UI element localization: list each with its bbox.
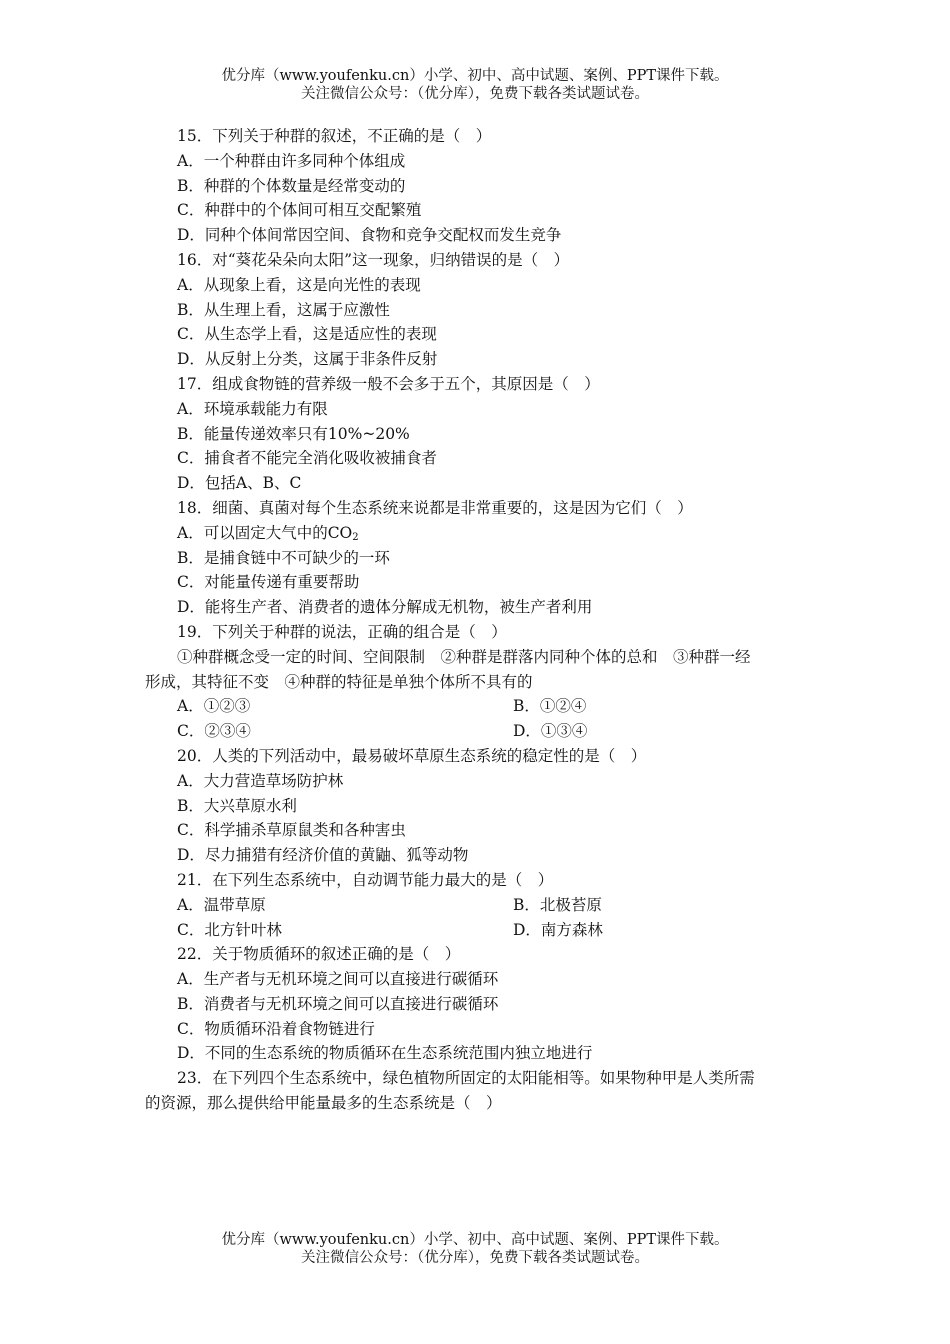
q15-option-a: A．一个种群由许多同种个体组成 — [177, 151, 406, 170]
header-line-2: 关注微信公众号：（优分库），免费下载各类试题试卷。 — [301, 86, 649, 102]
q20-option-a: A．大力营造草场防护林 — [177, 771, 344, 790]
q19-option-b: B．①②④ — [513, 697, 587, 716]
page-header — [0, 67, 950, 103]
q17-option-c: C．捕食者不能完全消化吸收被捕食者 — [177, 449, 437, 468]
q22-stem: 22．关于物质循环的叙述正确的是（ ） — [177, 945, 461, 964]
q21-options-row-1 — [145, 893, 810, 918]
q17-stem: 17．组成食物链的营养级一般不会多于五个，其原因是（ ） — [177, 374, 600, 393]
q20-stem: 20．人类的下列活动中，最易破坏草原生态系统的稳定性的是（ ） — [177, 746, 647, 765]
q20-option-d: D．尽力捕猎有经济价值的黄鼬、狐等动物 — [177, 846, 469, 865]
q19-options-row-1 — [145, 694, 810, 719]
q17-option-d: D．包括A、B、C — [177, 474, 302, 493]
q20-option-b: B．大兴草原水利 — [177, 796, 297, 815]
q21-option-d: D．南方森林 — [513, 920, 603, 939]
q16-option-a: A．从现象上看，这是向光性的表现 — [177, 275, 421, 294]
q16-option-d: D．从反射上分类，这属于非条件反射 — [177, 350, 438, 369]
q18-option-c: C．对能量传递有重要帮助 — [177, 573, 360, 592]
q21-options-row-2 — [145, 918, 810, 943]
q18-option-d: D．能将生产者、消费者的遗体分解成无机物，被生产者利用 — [177, 598, 593, 617]
q23-stem: 23．在下列四个生态系统中，绿色植物所固定的太阳能相等。如果物种甲是人类所需 — [177, 1069, 755, 1088]
q16-stem: 16．对“葵花朵朵向太阳”这一现象，归纳错误的是（ ） — [177, 250, 570, 269]
q22-option-d: D．不同的生态系统的物质循环在生态系统范围内独立地进行 — [177, 1044, 593, 1063]
q19-stem: 19．下列关于种群的说法，正确的组合是（ ） — [177, 622, 507, 641]
q21-option-b: B．北极苔原 — [513, 895, 602, 914]
q21-option-c: C．北方针叶林 — [177, 920, 282, 939]
q19-body-line-2: 形成，其特征不变 ④种群的特征是单独个体所不具有的 — [145, 672, 533, 691]
header-line-1: 优分库（www.youfenku.cn）小学、初中、高中试题、案例、PPT课件下载。 — [221, 68, 729, 84]
q20-option-c: C．科学捕杀草原鼠类和各种害虫 — [177, 821, 406, 840]
q21-stem: 21．在下列生态系统中，自动调节能力最大的是（ ） — [177, 870, 554, 889]
q17-option-a: A．环境承载能力有限 — [177, 399, 328, 418]
q21-option-a: A．温带草原 — [177, 895, 266, 914]
q16-option-b: B．从生理上看，这属于应激性 — [177, 300, 390, 319]
footer-line-2: 关注微信公众号：（优分库），免费下载各类试题试卷。 — [301, 1250, 649, 1266]
q15-option-d: D．同种个体间常因空间、食物和竞争交配权而发生竞争 — [177, 226, 562, 245]
question-list — [145, 124, 810, 1116]
q22-option-b: B．消费者与无机环境之间可以直接进行碳循环 — [177, 994, 499, 1013]
q18-option-a-text: A．可以固定大气中的CO — [177, 523, 353, 542]
q18-option-b: B．是捕食链中不可缺少的一环 — [177, 548, 390, 567]
q19-options-row-2 — [145, 719, 810, 744]
q18-option-a-subscript: 2 — [352, 531, 359, 543]
q19-option-d: D．①③④ — [513, 722, 588, 741]
q15-option-b: B．种群的个体数量是经常变动的 — [177, 176, 406, 195]
q19-option-c: C．②③④ — [177, 722, 251, 741]
footer-line-1: 优分库（www.youfenku.cn）小学、初中、高中试题、案例、PPT课件下载。 — [221, 1232, 729, 1248]
q19-body-line-1: ①种群概念受一定的时间、空间限制 ②种群是群落内同种个体的总和 ③种群一经 — [177, 647, 751, 666]
q15-option-c: C．种群中的个体间可相互交配繁殖 — [177, 201, 422, 220]
q15-stem: 15．下列关于种群的叙述，不正确的是（ ） — [177, 127, 492, 145]
q18-stem: 18．细菌、真菌对每个生态系统来说都是非常重要的，这是因为它们（ ） — [177, 498, 693, 517]
q16-option-c: C．从生态学上看，这是适应性的表现 — [177, 325, 437, 344]
q19-option-a: A．①②③ — [177, 697, 251, 716]
q22-option-c: C．物质循环沿着食物链进行 — [177, 1019, 375, 1038]
page-footer — [0, 1231, 950, 1267]
q17-option-b: B．能量传递效率只有10%~20% — [177, 424, 410, 443]
q23-stem-line-2: 的资源，那么提供给甲能量最多的生态系统是（ ） — [145, 1094, 502, 1113]
q22-option-a: A．生产者与无机环境之间可以直接进行碳循环 — [177, 970, 499, 989]
q18-option-a — [145, 521, 810, 546]
